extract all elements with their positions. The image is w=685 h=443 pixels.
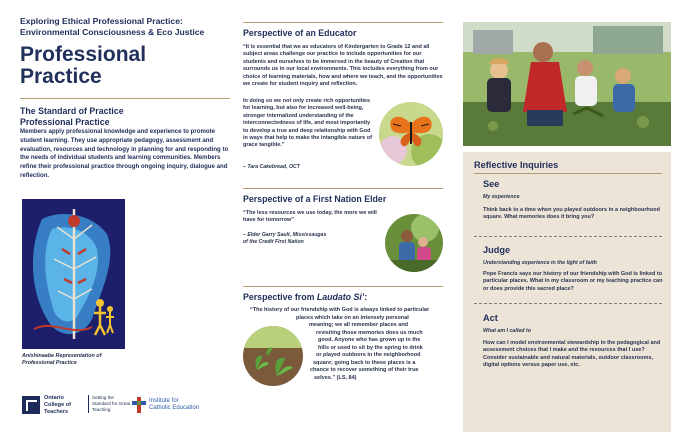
judge-title: Judge xyxy=(483,245,511,255)
see-subtitle: My experience xyxy=(483,194,520,200)
ice-name xyxy=(149,398,229,412)
judge-subtitle: Understanding experience in the light of faith xyxy=(483,260,597,266)
laudato-quote-line: meaning; we all remember places and xyxy=(309,322,409,328)
divider xyxy=(20,98,230,99)
oct-mark-icon xyxy=(22,396,40,414)
page-title-line2: Practice xyxy=(20,65,102,88)
oct-name: Ontario College of Teachers xyxy=(44,395,72,415)
standard-heading xyxy=(20,106,225,127)
laudato-quote-line: “The history of our friendship with God is always linked to particular xyxy=(250,307,430,313)
oct-tagline: Setting the Standard for Great Teaching xyxy=(88,395,132,413)
laudato-heading-suffix: : xyxy=(364,292,368,302)
laudato-heading-prefix: Perspective from xyxy=(243,292,317,302)
laudato-quote-line: revisiting those memories does us much xyxy=(316,329,423,336)
artwork-image xyxy=(22,199,125,349)
divider xyxy=(243,22,443,23)
seedlings-photo xyxy=(243,326,303,386)
seedlings-image xyxy=(243,326,303,386)
standard-body: Members apply professional knowledge and experience to promote student learning. They use appropriate pedagogy, assessment and evaluation, resources and technology in planning for and responding to the needs of individual students and learning communities. Members refine their professional practice through ongoing inquiry, dialogue and reflection. xyxy=(20,128,229,179)
laudato-heading xyxy=(243,292,367,303)
ice-name-line2: Catholic Education xyxy=(149,405,200,412)
oct-logo xyxy=(22,395,131,417)
artwork-caption xyxy=(22,353,132,367)
standard-heading-line1: The Standard of Practice xyxy=(20,106,124,116)
elder-quote: “The less resources we use today, the more we will have for tomorrow” xyxy=(243,210,377,224)
children-garden-image xyxy=(385,214,443,272)
artwork-caption-line2: Professional Practice xyxy=(22,360,77,366)
elder-attribution xyxy=(243,232,326,246)
laudato-heading-title: Laudato Si’ xyxy=(316,292,365,302)
laudato-quote-line: good. Anyone who has grown up in the xyxy=(318,337,421,343)
act-subtitle: What am I called to xyxy=(483,328,531,334)
divider xyxy=(243,286,443,287)
educator-heading: Perspective of an Educator xyxy=(243,28,357,38)
laudato-quote-line: chance to recover something of their true xyxy=(310,367,419,373)
dashed-divider xyxy=(474,236,662,237)
family-gardening-photo xyxy=(463,22,671,146)
act-body: How can I model environmental stewardship in the pedagogical and assessment choices that I make and the resources that I use? Consider sustainable and natural materials, outdoor classrooms, digital options versus paper use, etc. xyxy=(483,340,661,369)
laudato-quote-line: square; going back to these places is a xyxy=(313,359,416,366)
artwork-caption-line1: Anishinaabe Representation of xyxy=(22,353,102,359)
reflective-heading: Reflective Inquiries xyxy=(474,160,559,170)
see-title: See xyxy=(483,179,500,189)
dashed-divider xyxy=(474,303,662,304)
educator-quote1: “It is essential that we as educators of Kindergarten to Grade 12 and all subject areas challenge our practice to include opportunities for our students and ourselves to be immersed in the beauty of Creation that surrounds us in our local environments. This includes everything from our choice of learning materials, how and where we teach, and the opportunities we create for student inquiry and reflection. xyxy=(243,44,443,88)
educator-quote2: In doing so we not only create rich opportunities for learning, but also for increased well-being, stronger internalized understanding of the interconnectedness of life, and most importantly to develop a true and deep relationship with God in ways that help to make the intangible nature of grace tangible.” xyxy=(243,98,372,149)
ice-cross-icon xyxy=(132,397,146,413)
laudato-quote-line: hills or used to sit by the spring to drink xyxy=(318,344,423,351)
family-gardening-image xyxy=(463,22,671,146)
see-body: Think back to a time when you played outdoors in a neighbourhood square. What memories does it bring you? xyxy=(483,207,660,221)
anishinaabe-artwork xyxy=(22,199,125,349)
act-title: Act xyxy=(483,313,498,323)
laudato-quote-line: selves.” (LS, 84) xyxy=(314,374,357,381)
children-garden-photo xyxy=(385,214,443,272)
ice-logo xyxy=(132,397,232,417)
educator-attribution: – Tara Cakebread, OCT xyxy=(243,164,300,170)
judge-body: Pope Francis says our history of our friendship with God is linked to particular places. What in my classroom or my teaching practice can or does provide this sacred place? xyxy=(483,271,663,292)
elder-attribution-line1: – Elder Garry Sault, Mississaugas xyxy=(243,232,327,238)
butterfly-image xyxy=(379,102,443,166)
divider xyxy=(243,188,443,189)
butterfly-photo xyxy=(379,102,443,166)
standard-heading-line2: Professional Practice xyxy=(20,116,110,127)
elder-attribution-line2: of the Credit First Nation xyxy=(243,239,304,245)
page-title xyxy=(20,44,230,88)
laudato-quote-line: places which take on an intensely personal xyxy=(296,314,409,321)
ice-name-line1: Institute for xyxy=(149,398,179,404)
kicker-title: Exploring Ethical Professional Practice: Environmental Consciousness & Eco Justice xyxy=(20,16,205,37)
page-title-line1: Professional xyxy=(20,43,147,66)
elder-heading: Perspective of a First Nation Elder xyxy=(243,194,387,204)
divider xyxy=(474,173,662,174)
laudato-quote-line: or played outdoors in the neighborhood xyxy=(316,352,421,358)
